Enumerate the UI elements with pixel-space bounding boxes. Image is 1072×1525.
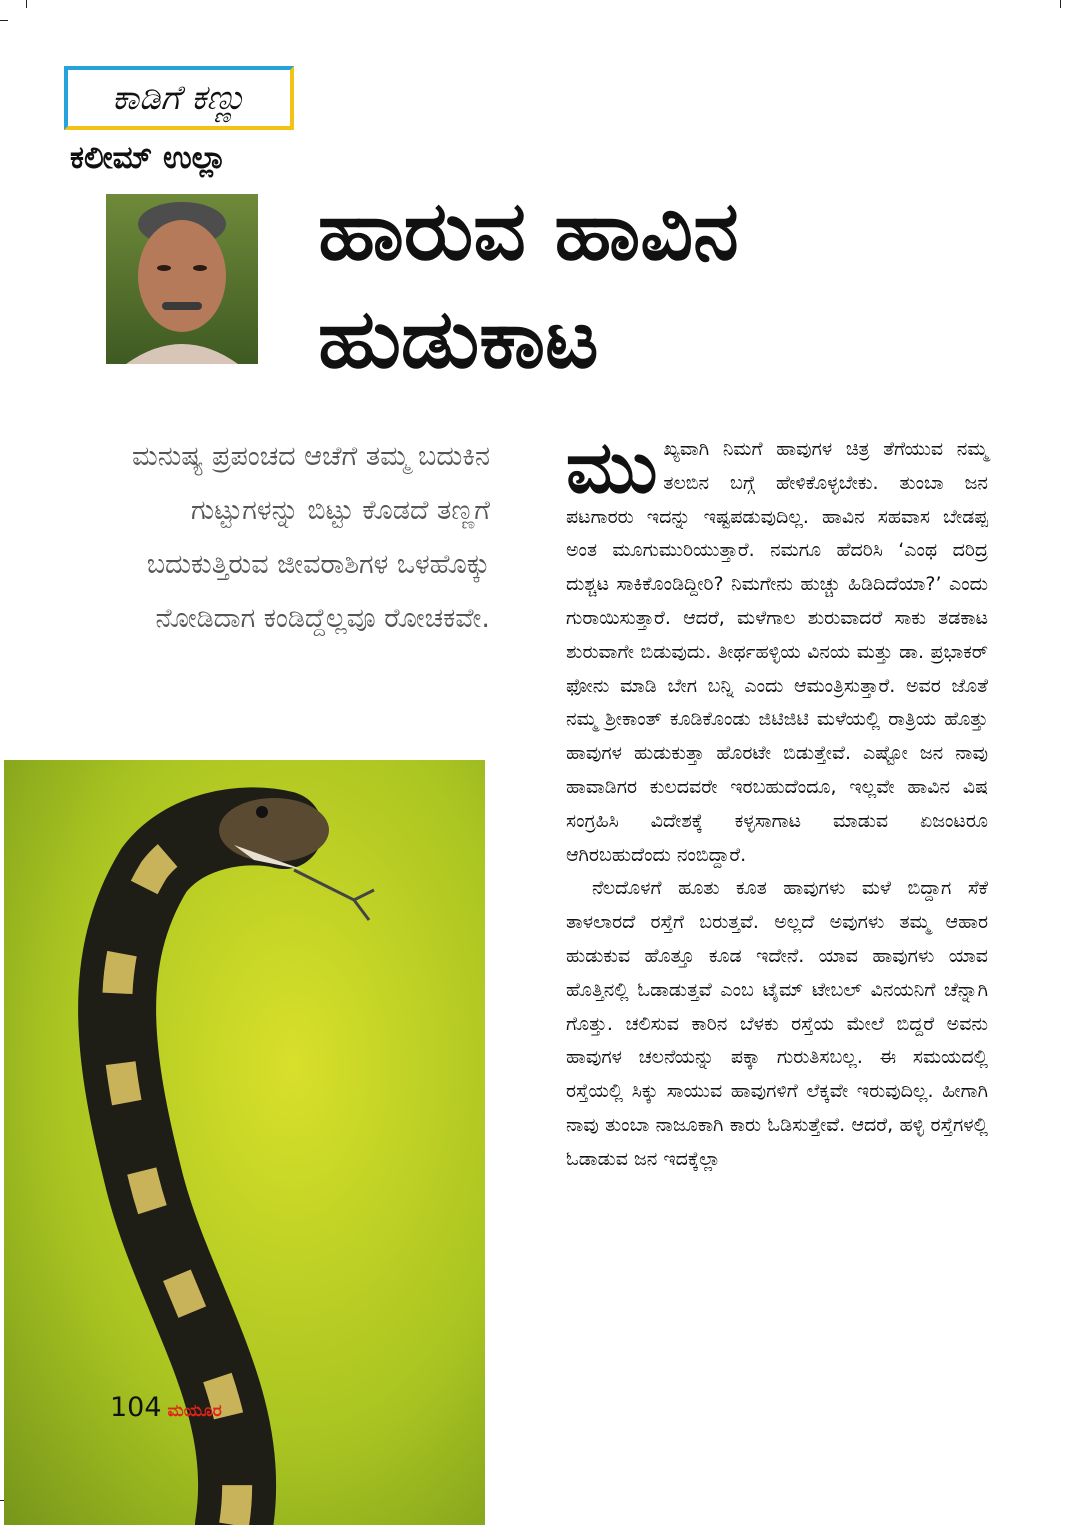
column-logo-text: ಕಾಡಿಗೆ ಕಣ್ಣು bbox=[111, 78, 247, 118]
pull-quote: ಮನುಷ್ಯ ಪ್ರಪಂಚದ ಆಚೆಗೆ ತಮ್ಮ ಬದುಕಿನ ಗುಟ್ಟುಗಳನ್ನು ಬಿಟ್ಟು ಕೊಡದೆ ತಣ್ಣಗೆ ಬದುಕುತ್ತಿರುವ ಜೀವರಾಶಿಗಳ ಒಳಹೊಕ್ಕು ನೋಡಿದಾಗ ಕಂಡಿದ್ದೆಲ್ಲವೂ ರೋಚಕವೇ. bbox=[132, 441, 490, 634]
king-cobra-photo bbox=[4, 760, 485, 1525]
crop-mark bbox=[1060, 0, 1061, 8]
crop-mark bbox=[26, 0, 27, 8]
body-paragraph: ನೆಲದೊಳಗೆ ಹೂತು ಕೂತ ಹಾವುಗಳು ಮಳೆ ಬಿದ್ದಾಗ ಸೆಕೆ ತಾಳಲಾರದೆ ರಸ್ತೆಗೆ ಬರುತ್ತವೆ. ಅಲ್ಲದೆ ಅವುಗಳು ತಮ್ಮ ಆಹಾರ ಹುಡುಕುವ ಹೊತ್ತೂ ಕೂಡ ಇದೇನೆ. ಯಾವ ಹಾವುಗಳು ಯಾವ ಹೊತ್ತಿನಲ್ಲಿ ಓಡಾಡುತ್ತವೆ ಎಂಬ ಟೈಮ್ ಟೇಬಲ್ ವಿನಯನಿಗೆ ಚೆನ್ನಾಗಿ ಗೊತ್ತು. ಚಲಿಸುವ ಕಾರಿನ ಬೆಳಕು ರಸ್ತೆಯ ಮೇಲೆ ಬಿದ್ದರೆ ಅವನು ಹಾವುಗಳ ಚಲನೆಯನ್ನು ಪಕ್ಕಾ ಗುರುತಿಸಬಲ್ಲ. ಈ ಸಮಯದಲ್ಲಿ ರಸ್ತೆಯಲ್ಲಿ ಸಿಕ್ಕು ಸಾಯುವ ಹಾವುಗಳಿಗೆ ಲೆಕ್ಕವೇ ಇರುವುದಿಲ್ಲ. ಹೀಗಾಗಿ ನಾವು ತುಂಬಾ ನಾಜೂಕಾಗಿ ಕಾರು ಓಡಿಸುತ್ತೇವೆ. ಆದರೆ, ಹಳ್ಳಿ ರಸ್ತೆಗಳಲ್ಲಿ ಓಡಾಡುವ ಜನ ಇದಕ್ಕೆಲ್ಲಾ bbox=[566, 877, 988, 1170]
author-name: ಕಲೀಮ್ ಉಲ್ಲಾ bbox=[70, 140, 227, 176]
crop-mark bbox=[0, 20, 8, 21]
paragraph-1-text: ಖ್ಯವಾಗಿ ನಿಮಗೆ ಹಾವುಗಳ ಚಿತ್ರ ತೆಗೆಯುವ ನಮ್ಮ ತಲಬಿನ ಬಗ್ಗೆ ಹೇಳಿಕೊಳ್ಳಬೇಕು. ತುಂಬಾ ಜನ ಪಟಗಾರರು ಇದನ್ನು ಇಷ್ಟಪಡುವುದಿಲ್ಲ. ಹಾವಿನ ಸಹವಾಸ ಬೇಡಪ್ಪ ಅಂತ ಮೂಗುಮುರಿಯುತ್ತಾರೆ. ನಮಗೂ ಹೆದರಿಸಿ ‘ಎಂಥ ದರಿದ್ರ ದುಶ್ಚಟ ಸಾಕಿಕೊಂಡಿದ್ದೀರಿ? ನಿಮಗೇನು ಹುಚ್ಚು ಹಿಡಿದಿದೆಯಾ?’ ಎಂದು ಗುರಾಯಿಸುತ್ತಾರೆ. ಆದರೆ, ಮಳೆಗಾಲ ಶುರುವಾದರೆ ಸಾಕು ತಡಕಾಟ ಶುರುವಾಗೇ ಬಿಡುವುದು. ತೀರ್ಥಹಳ್ಳಿಯ ವಿನಯ ಮತ್ತು ಡಾ. ಪ್ರಭಾಕರ್ ಫೋನು ಮಾಡಿ ಬೇಗ ಬನ್ನಿ ಎಂದು ಆಮಂತ್ರಿಸುತ್ತಾರೆ. ಅವರ ಜೊತೆ ನಮ್ಮ ಶ್ರೀಕಾಂತ್ ಕೂಡಿಕೊಂಡು ಜಿಟಿಜಿಟಿ ಮಳೆಯಲ್ಲಿ ರಾತ್ರಿಯ ಹೊತ್ತು ಹಾವುಗಳ ಹುಡುಕುತ್ತಾ ಹೊರಟೇ ಬಿಡುತ್ತೇವೆ. ಎಷ್ಟೋ ಜನ ನಾವು ಹಾವಾಡಿಗರ ಕುಲದವರೇ ಇರಬಹುದೆಂದೂ, ಇಲ್ಲವೇ ಹಾವಿನ ವಿಷ ಸಂಗ್ರಹಿಸಿ ವಿದೇಶಕ್ಕೆ ಕಳ್ಳಸಾಗಾಟ ಮಾಡುವ ಏಜಂಟರೂ ಆಗಿರಬಹುದೆಂದು ನಂಬಿದ್ದಾರೆ. bbox=[566, 438, 988, 866]
body-paragraph bbox=[566, 425, 988, 872]
article-body bbox=[566, 425, 988, 1177]
page-footer bbox=[110, 1392, 222, 1423]
headline-line-2: ಹುಡುಕಾಟ bbox=[318, 292, 599, 387]
magazine-name: ಮಯೂರ bbox=[167, 1401, 222, 1421]
page-number: 104 bbox=[110, 1392, 162, 1423]
author-photo bbox=[106, 194, 258, 364]
article-headline bbox=[318, 178, 1038, 394]
headline-line-1: ಹಾರುವ ಹಾವಿನ bbox=[318, 184, 739, 279]
drop-cap: ಮು bbox=[566, 425, 658, 509]
column-logo bbox=[64, 66, 294, 130]
